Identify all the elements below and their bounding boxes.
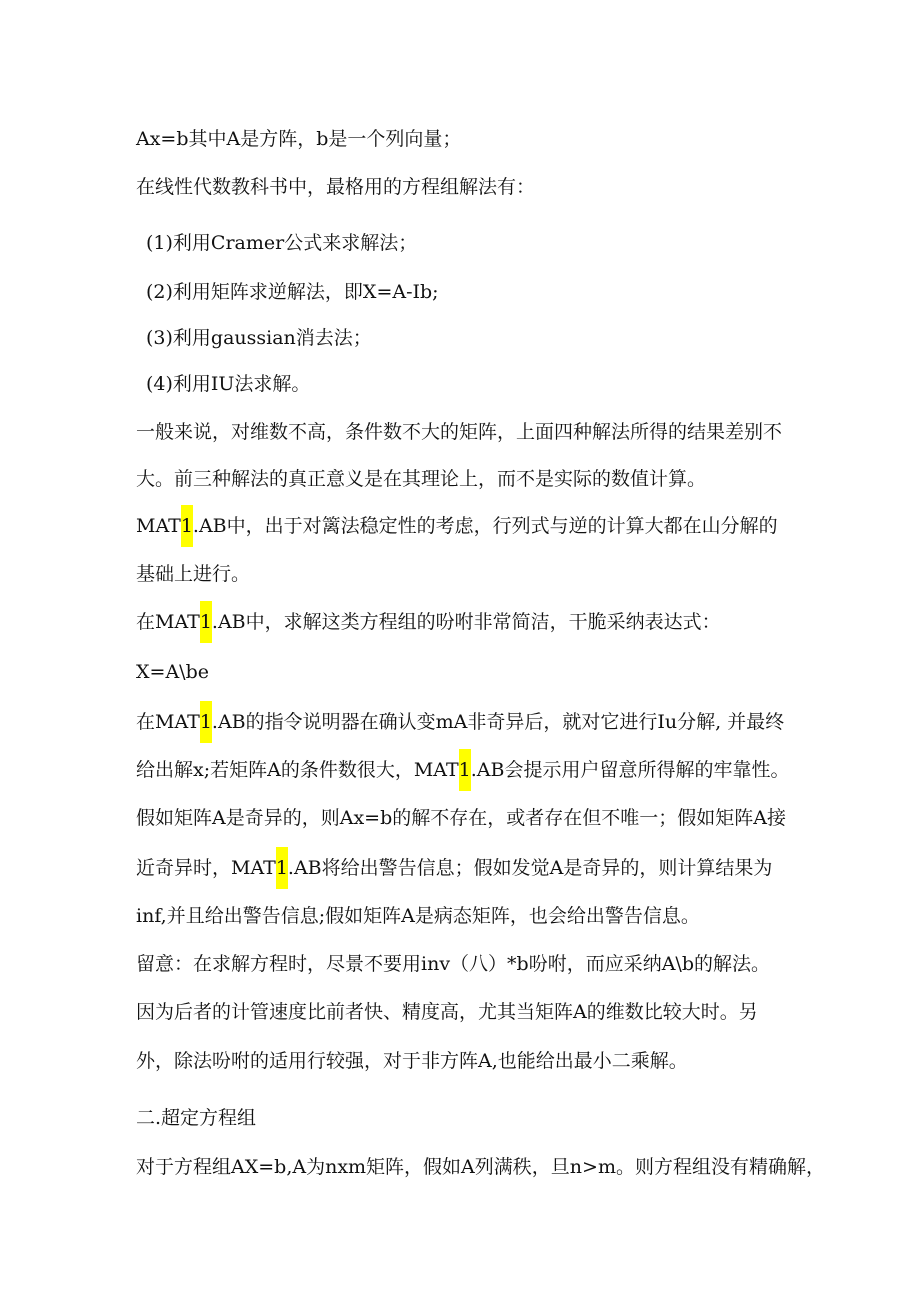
highlight-mark: 1 <box>181 505 193 547</box>
text-run: 在MAT <box>136 611 200 633</box>
text-line: inf,并且给出警告信息;假如矩阵A是病态矩阵，也会给出警告信息。 <box>136 905 700 927</box>
formula-line: X=A\be <box>136 661 209 683</box>
text-line: 对于方程组AX=b,A为nxm矩阵，假如A列满秩，旦n>m。则方程组没有精确解， <box>136 1156 825 1178</box>
highlight-mark: 1 <box>200 701 212 743</box>
text-line: 大。前三种解法的真正意义是在其理论上，而不是实际的数值计算。 <box>136 468 707 490</box>
method-item-1: (1)利用Cramer公式来求解法； <box>146 232 418 254</box>
text-line: Ax=b其中A是方阵，b是一个列向量； <box>136 128 462 150</box>
text-line: 留意：在求解方程时，尽景不要用inv（八）*b吩咐，而应采纳A\b的解法。 <box>136 953 770 975</box>
method-item-3: (3)利用gaussian消去法； <box>146 327 372 349</box>
text-run: 给出解x;若矩阵A的条件数很大，MAT <box>136 759 459 781</box>
highlight-mark: 1 <box>200 601 212 643</box>
text-line: 因为后者的计管速度比前者快、精度高，尤其当矩阵A的维数比较大时。另 <box>136 1001 758 1023</box>
text-run: .AB将给出警告信息；假如发觉A是奇异的，则计算结果为 <box>287 857 773 879</box>
text-line: 基础上进行。 <box>136 563 251 585</box>
text-line: 假如矩阵A是奇异的，则Ax=b的解不存在，或者存在但不唯一；假如矩阵A接 <box>136 807 786 829</box>
text-line <box>136 758 789 782</box>
highlight-mark: 1 <box>459 749 471 791</box>
text-run: .AB中，求解这类方程组的吩咐非常简洁，干脆采纳表达式： <box>211 611 721 633</box>
method-item-4: (4)利用IU法求解。 <box>146 373 311 395</box>
text-run: .AB的指令说明器在确认变mA非奇异后，就对它进行Iu分解, 并最终 <box>211 711 785 733</box>
text-line: 外，除法吩咐的适用行较强，对于非方阵A,也能给出最小二乘解。 <box>136 1050 688 1072</box>
text-run: 近奇异时，MAT <box>136 857 276 879</box>
text-line: 在线性代数教科书中，最格用的方程组解法有： <box>136 176 536 198</box>
section-heading: 二.超定方程组 <box>136 1107 257 1129</box>
method-item-2: (2)利用矩阵求逆解法，即X=A-Ib; <box>146 281 439 303</box>
text-line <box>136 514 778 538</box>
highlight-mark: 1 <box>276 847 288 889</box>
text-run: .AB会提示用户留意所得解的牢靠性。 <box>470 759 790 781</box>
text-line <box>136 710 784 734</box>
text-run: .AB中，出于对篱法稳定性的考虑，行列式与逆的计算大都在山分解的 <box>192 515 778 537</box>
text-run: MAT <box>136 515 181 537</box>
text-line <box>136 856 772 880</box>
text-run: 在MAT <box>136 711 200 733</box>
text-line: 一般来说，对维数不高，条件数不大的矩阵，上面四种解法所得的结果差别不 <box>136 421 783 443</box>
text-line <box>136 610 721 634</box>
